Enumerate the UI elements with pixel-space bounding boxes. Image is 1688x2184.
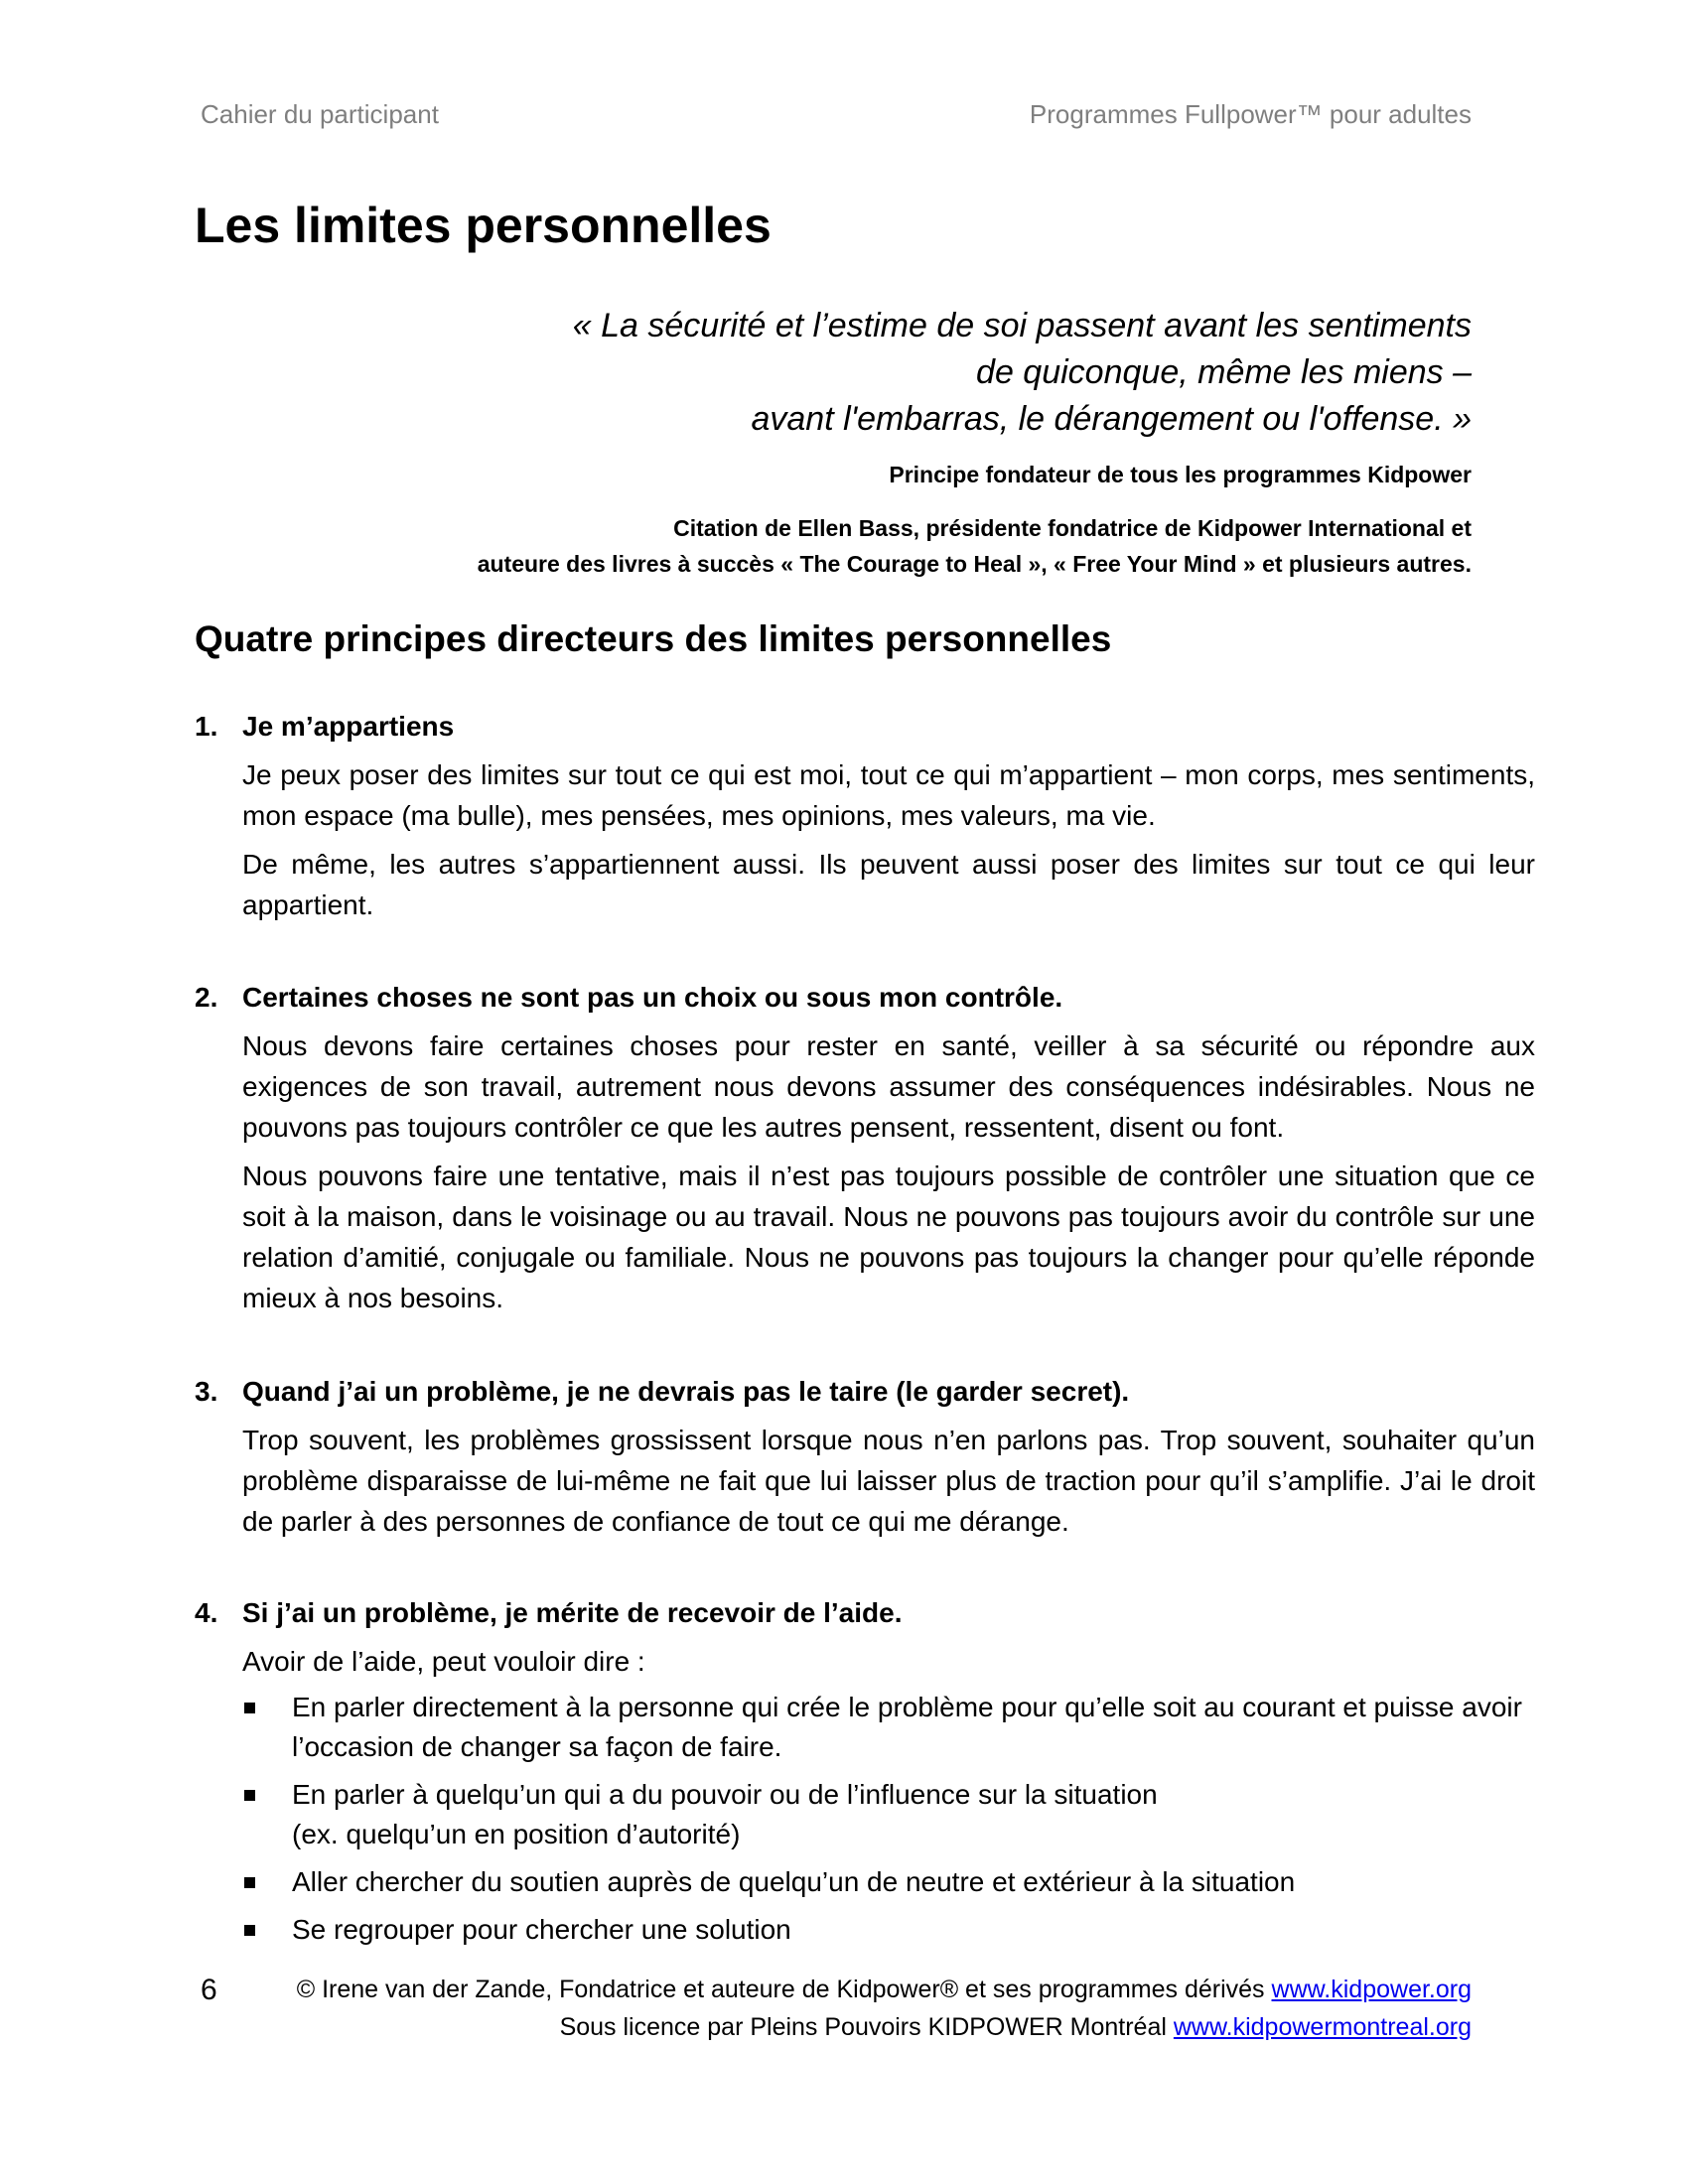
bullet-square-icon: [244, 1877, 255, 1888]
principle-title: Si j’ai un problème, je mérite de recevoir de l’aide.: [242, 1597, 903, 1628]
principle-heading: [195, 707, 1535, 747]
list-item: [242, 1862, 1535, 1902]
principle-paragraph: Nous pouvons faire une tentative, mais il n’est pas toujours possible de contrôler une situation que ce soit à la maison, dans le voisinage ou au travail. Nous ne pouvons pas toujours avoir du contrôle sur une relation d’amitié, conjugale ou familiale. Nous ne pouvons pas toujours la changer pour qu’elle réponde mieux à nos besoins.: [242, 1160, 1535, 1313]
quote-attribution-principle: Principe fondateur de tous les programmes Kidpower: [889, 462, 1472, 487]
bullet-square-icon: [244, 1790, 255, 1801]
quote-attribution-line-2: auteure des livres à succès « The Courage to Heal », « Free Your Mind » et plusieurs autres.: [477, 551, 1472, 577]
list-item: [242, 1775, 1535, 1854]
list-item-text: Aller chercher du soutien auprès de quelqu’un de neutre et extérieur à la situation: [292, 1866, 1296, 1897]
footer-license-text: Sous licence par Pleins Pouvoirs KIDPOWER Montréal: [559, 2013, 1174, 2041]
footer-license-line: [560, 2013, 1472, 2042]
help-options-list: [242, 1688, 1535, 1950]
principle-title: Certaines choses ne sont pas un choix ou sous mon contrôle.: [242, 982, 1063, 1013]
quote-attribution-author: [478, 510, 1472, 582]
principle-1: [195, 707, 1535, 925]
list-item: [242, 1688, 1535, 1767]
principle-2: [195, 978, 1535, 1318]
kidpower-montreal-link[interactable]: www.kidpowermontreal.org: [1173, 2013, 1472, 2041]
bullet-square-icon: [244, 1925, 255, 1936]
principle-paragraph: Je peux poser des limites sur tout ce qui est moi, tout ce qui m’appartient – mon corps, mes sentiments, mon espace (ma bulle), mes pensées, mes opinions, mes valeurs, ma vie.: [242, 759, 1535, 831]
quote-line-3: avant l'embarras, le dérangement ou l'offense. »: [751, 400, 1472, 438]
kidpower-link[interactable]: www.kidpower.org: [1271, 1976, 1472, 2003]
principle-paragraph: Avoir de l’aide, peut vouloir dire :: [242, 1646, 645, 1677]
principle-paragraph: De même, les autres s’appartiennent aussi. Ils peuvent aussi poser des limites sur tout ce qui leur appartient.: [242, 849, 1535, 920]
principle-title: Quand j’ai un problème, je ne devrais pas le taire (le garder secret).: [242, 1376, 1130, 1407]
list-item-text: En parler directement à la personne qui crée le problème pour qu’elle soit au courant et puisse avoir l’occasion de changer sa façon de faire.: [292, 1692, 1522, 1762]
footer-copyright-text: © Irene van der Zande, Fondatrice et auteure de Kidpower® et ses programmes dérivés: [296, 1976, 1272, 2003]
principle-paragraph: Nous devons faire certaines choses pour rester en santé, veiller à sa sécurité ou répondre aux exigences de son travail, autrement nous devons assumer des conséquences indésirables. Nous ne pouvons pas toujours contrôler ce que les autres pensent, ressentent, disent ou font.: [242, 1030, 1535, 1143]
quote-line-1: « La sécurité et l’estime de soi passent avant les sentiments: [572, 307, 1472, 344]
list-item-text: Se regrouper pour chercher une solution: [292, 1914, 791, 1945]
page-title: Les limites personnelles: [195, 198, 772, 253]
page-number: 6: [201, 1974, 217, 2006]
principle-number: 2.: [195, 982, 218, 1013]
principle-heading: [195, 1593, 1535, 1633]
principle-number: 3.: [195, 1376, 218, 1407]
principle-3: [195, 1372, 1535, 1542]
principle-number: 1.: [195, 711, 218, 742]
principle-heading: [195, 1372, 1535, 1412]
principle-title: Je m’appartiens: [242, 711, 455, 742]
section-subtitle: Quatre principes directeurs des limites personnelles: [195, 618, 1112, 659]
list-item: [242, 1910, 1535, 1950]
principle-paragraph: Trop souvent, les problèmes grossissent lorsque nous n’en parlons pas. Trop souvent, souhaiter qu’un problème disparaisse de lui-même ne fait que lui laisser plus de traction pour qu’il s’amplifie. J’ai le droit de parler à des personnes de confiance de tout ce qui me dérange.: [242, 1425, 1535, 1537]
quote-attribution-line-1: Citation de Ellen Bass, présidente fondatrice de Kidpower International et: [673, 515, 1472, 541]
bullet-square-icon: [244, 1703, 255, 1713]
list-item-text: (ex. quelqu’un en position d’autorité): [292, 1819, 741, 1849]
principle-number: 4.: [195, 1597, 218, 1628]
quote-block: [379, 303, 1472, 443]
list-item-text: En parler à quelqu’un qui a du pouvoir ou de l’influence sur la situation: [292, 1779, 1158, 1810]
page-header-left: Cahier du participant: [201, 99, 439, 129]
footer-copyright-line: [297, 1976, 1472, 2004]
quote-line-2: de quiconque, même les miens –: [976, 353, 1472, 391]
page-header-right: Programmes Fullpower™ pour adultes: [1029, 99, 1472, 129]
principle-heading: [195, 978, 1535, 1018]
principle-4: [195, 1593, 1535, 1958]
